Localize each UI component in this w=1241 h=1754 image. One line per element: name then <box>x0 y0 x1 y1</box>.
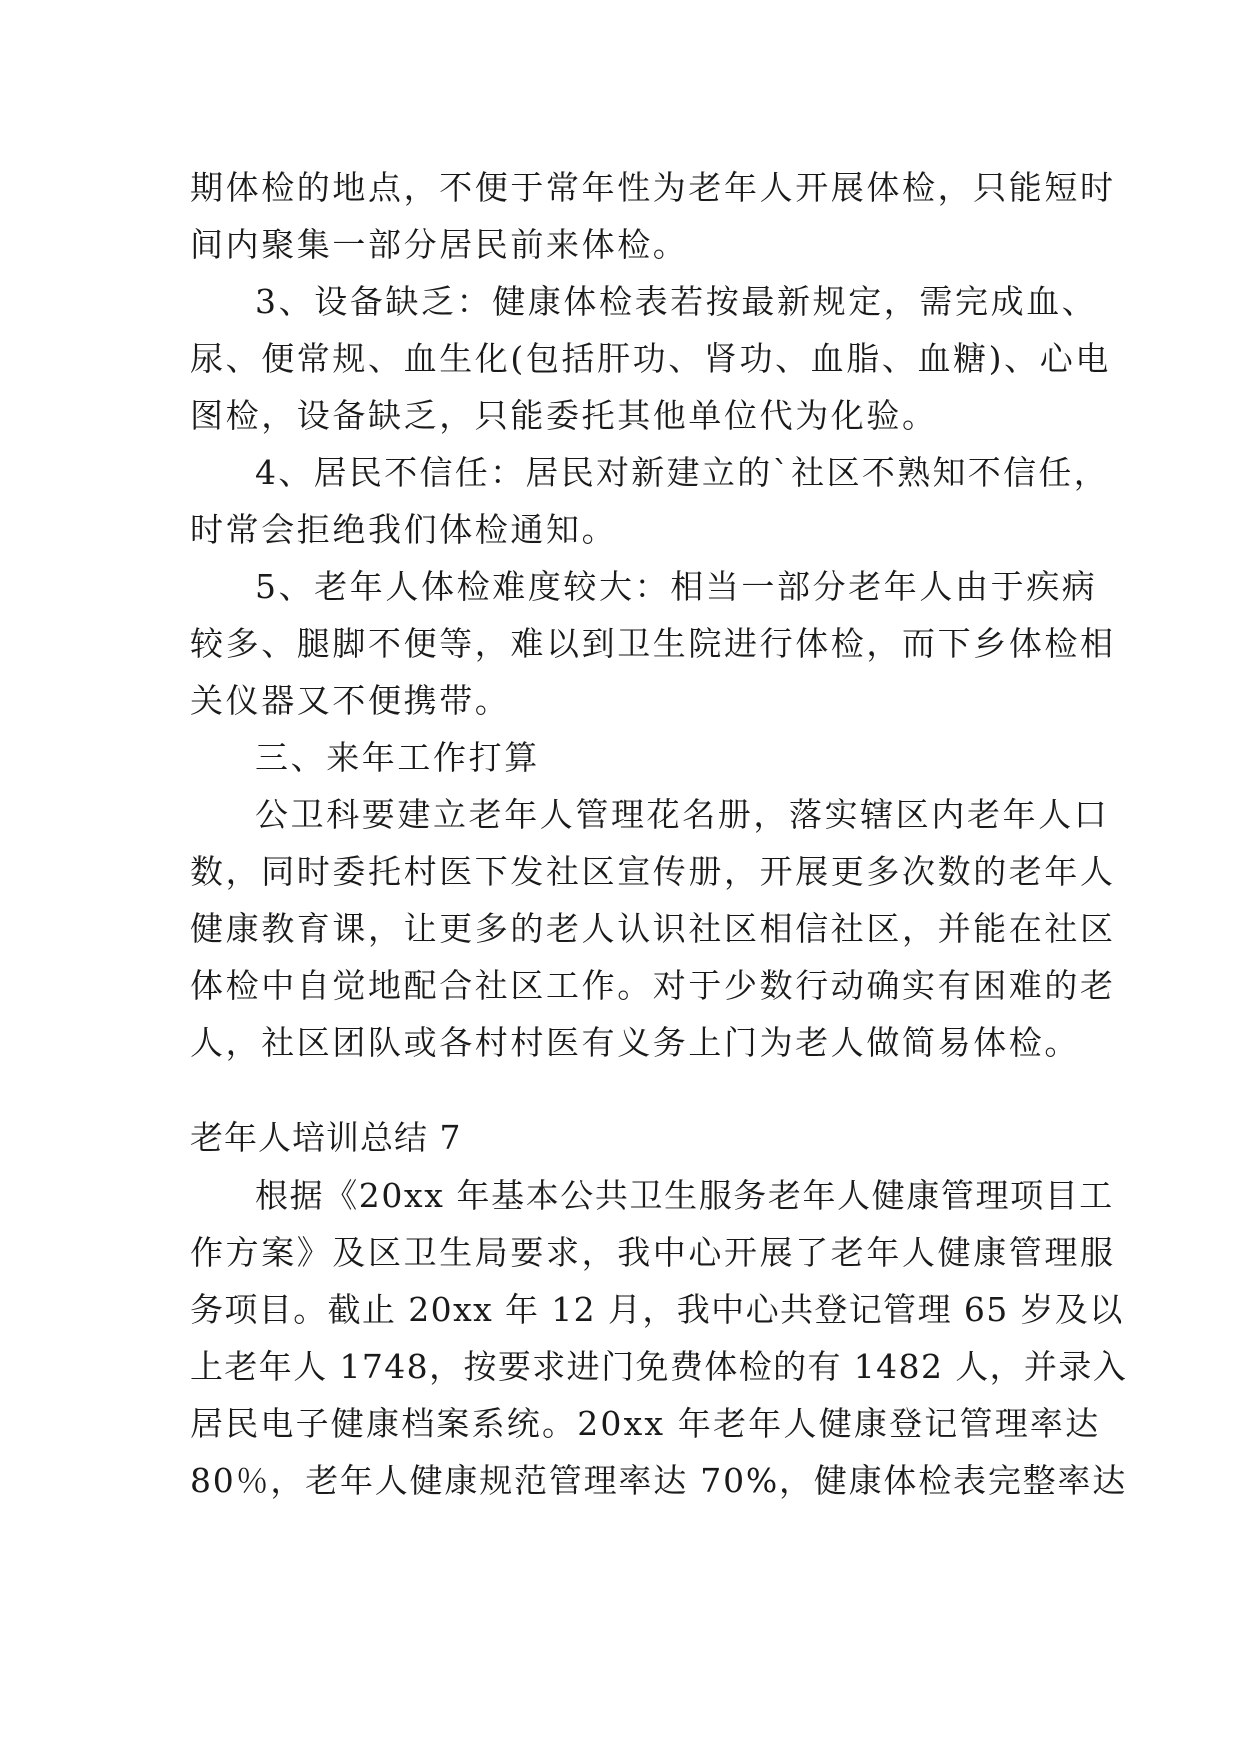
document-heading: 老年人培训总结 7 <box>190 1118 462 1157</box>
section-heading: 三、来年工作打算 <box>255 738 540 777</box>
paragraph-line: 4、居民不信任：居民对新建立的`社区不熟知不信任， <box>255 453 1109 492</box>
paragraph-line: 较多、腿脚不便等，难以到卫生院进行体检，而下乡体检相 <box>190 624 1116 663</box>
paragraph-line: 80％，老年人健康规范管理率达 70%，健康体检表完整率达 <box>190 1461 1128 1500</box>
paragraph-line: 上老年人 1748，按要求进门免费体检的有 1482 人，并录入 <box>190 1347 1128 1386</box>
paragraph-line: 公卫科要建立老年人管理花名册，落实辖区内老年人口 <box>255 795 1110 834</box>
paragraph-line: 图检，设备缺乏，只能委托其他单位代为化验。 <box>190 396 938 435</box>
paragraph-line: 务项目。截止 20xx 年 12 月，我中心共登记管理 65 岁及以 <box>190 1290 1124 1329</box>
paragraph-line: 居民电子健康档案系统。20xx 年老年人健康登记管理率达 <box>190 1404 1101 1443</box>
paragraph-line: 根据《20xx 年基本公共卫生服务老年人健康管理项目工 <box>255 1176 1114 1215</box>
paragraph-line: 尿、便常规、血生化(包括肝功、肾功、血脂、血糖)、心电 <box>190 339 1111 378</box>
paragraph-line: 5、老年人体检难度较大：相当一部分老年人由于疾病 <box>255 567 1098 606</box>
paragraph-line: 数，同时委托村医下发社区宣传册，开展更多次数的老年人 <box>190 852 1116 891</box>
paragraph-line: 3、设备缺乏：健康体检表若按最新规定，需完成血、 <box>255 282 1098 321</box>
paragraph-line: 作方案》及区卫生局要求，我中心开展了老年人健康管理服 <box>190 1233 1116 1272</box>
paragraph-line: 体检中自觉地配合社区工作。对于少数行动确实有困难的老 <box>190 966 1116 1005</box>
paragraph-line: 人，社区团队或各村村医有义务上门为老人做简易体检。 <box>190 1023 1080 1062</box>
paragraph-line: 关仪器又不便携带。 <box>190 681 511 720</box>
paragraph-line: 健康教育课，让更多的老人认识社区相信社区，并能在社区 <box>190 909 1116 948</box>
paragraph-line: 期体检的地点，不便于常年性为老年人开展体检，只能短时 <box>190 168 1116 207</box>
paragraph-line: 时常会拒绝我们体检通知。 <box>190 510 618 549</box>
paragraph-line: 间内聚集一部分居民前来体检。 <box>190 225 689 264</box>
